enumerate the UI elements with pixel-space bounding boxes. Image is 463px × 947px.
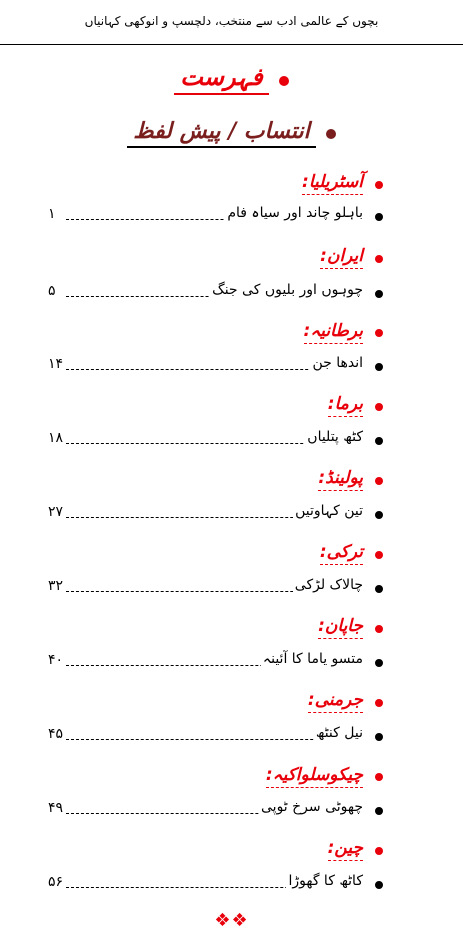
country-bullet-icon — [375, 329, 383, 337]
page-number: ۲۷ — [48, 504, 64, 520]
page-number: ۱۴ — [48, 356, 64, 372]
story-title[interactable]: کٹھ پتلیاں — [307, 429, 363, 445]
entry-bullet-icon — [375, 585, 383, 593]
story-title[interactable]: متسو یاما کا آئینہ — [262, 651, 363, 667]
country-name: چین: — [328, 838, 363, 861]
page-number: ۴۵ — [48, 726, 64, 742]
country-name: آسٹریلیا: — [302, 172, 363, 195]
country-bullet-icon — [375, 625, 383, 633]
country-bullet-icon — [375, 255, 383, 263]
title-bullet-icon — [279, 76, 289, 86]
page-number: ۵ — [48, 283, 56, 299]
story-title[interactable]: نیل کنٹھ — [315, 725, 363, 741]
entry-bullet-icon — [375, 881, 383, 889]
page-number: ۵۶ — [48, 874, 64, 890]
country-name: ایران: — [320, 246, 363, 269]
country-bullet-icon — [375, 403, 383, 411]
country-name: جاپان: — [318, 616, 363, 639]
subtitle: انتساب / پیش لفظ — [127, 118, 315, 148]
story-title[interactable]: کاٹھ کا گھوڑا — [288, 873, 363, 889]
country-bullet-icon — [375, 773, 383, 781]
country-name: برطانیہ: — [304, 320, 363, 344]
subtitle-bullet-icon — [326, 129, 336, 139]
entry-bullet-icon — [375, 659, 383, 667]
entry-bullet-icon — [375, 290, 383, 298]
page-number: ۱ — [48, 206, 56, 222]
country-bullet-icon — [375, 699, 383, 707]
country-bullet-icon — [375, 477, 383, 485]
story-title[interactable]: اندھا جن — [312, 355, 363, 371]
entry-bullet-icon — [375, 437, 383, 445]
toc-title-row — [0, 62, 463, 91]
entry-bullet-icon — [375, 807, 383, 815]
entry-bullet-icon — [375, 363, 383, 371]
country-name: برما: — [328, 394, 363, 417]
entry-bullet-icon — [375, 511, 383, 519]
country-bullet-icon — [375, 181, 383, 189]
story-title[interactable]: چھوٹی سرخ ٹوپی — [261, 799, 363, 815]
country-bullet-icon — [375, 551, 383, 559]
story-title[interactable]: چالاک لڑکی — [294, 577, 363, 593]
entry-bullet-icon — [375, 733, 383, 741]
story-title[interactable]: تین کہاوتیں — [295, 503, 363, 519]
entry-bullet-icon — [375, 213, 383, 221]
country-bullet-icon — [375, 847, 383, 855]
country-name: چیکوسلواکیہ: — [266, 764, 363, 788]
story-title[interactable]: باہلو چاند اور سیاہ فام — [227, 205, 363, 221]
running-header: بچوں کے عالمی ادب سے منتخب، دلچسپ و انوکھی کہانیاں — [84, 14, 379, 28]
page-number: ۱۸ — [48, 430, 64, 446]
country-name: ترکی: — [320, 542, 363, 565]
toc-title: فہرست — [174, 62, 268, 95]
country-name: جرمنی: — [308, 690, 363, 713]
story-title[interactable]: چوہوں اور بلیوں کی جنگ — [212, 282, 363, 298]
ornament-icon: ❖❖ — [214, 910, 249, 931]
header-rule — [0, 44, 463, 45]
page-number: ۴۹ — [48, 800, 64, 816]
subtitle-row — [0, 118, 463, 144]
page-number: ۳۲ — [48, 578, 64, 594]
country-name: پولینڈ: — [318, 468, 363, 491]
page-number: ۴۰ — [48, 652, 64, 668]
